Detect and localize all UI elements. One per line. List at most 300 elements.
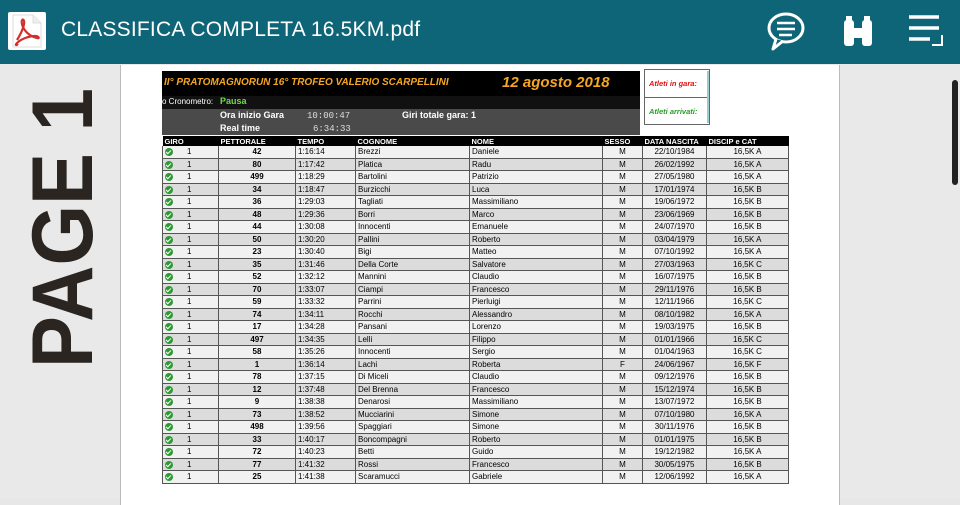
table-cell: 16,5K C bbox=[707, 346, 789, 359]
table-cell: 74 bbox=[219, 308, 296, 321]
total-laps-label: Giri totale gara: bbox=[402, 110, 469, 120]
table-cell bbox=[163, 308, 219, 321]
table-row bbox=[163, 271, 789, 284]
table-cell: Emanuele bbox=[470, 221, 603, 234]
table-cell: Betti bbox=[356, 446, 470, 459]
lap-value: 1 bbox=[187, 259, 192, 269]
table-cell: Francesco bbox=[470, 383, 603, 396]
table-body bbox=[163, 146, 789, 483]
table-cell: F bbox=[603, 358, 643, 371]
check-icon bbox=[165, 173, 173, 181]
check-icon bbox=[165, 298, 173, 306]
table-cell bbox=[163, 196, 219, 209]
table-cell bbox=[163, 283, 219, 296]
table-cell: 27/03/1963 bbox=[643, 258, 707, 271]
athletes-arrived-label: Atleti arrivati: bbox=[649, 107, 698, 116]
table-cell bbox=[163, 346, 219, 359]
table-cell: 50 bbox=[219, 233, 296, 246]
table-cell: Innocenti bbox=[356, 346, 470, 359]
pdf-file-icon bbox=[8, 12, 46, 50]
check-icon bbox=[165, 361, 173, 369]
table-cell bbox=[163, 246, 219, 259]
table-cell: 16,5K A bbox=[707, 171, 789, 184]
check-icon bbox=[165, 223, 173, 231]
check-icon bbox=[165, 386, 173, 394]
table-cell: 29/11/1976 bbox=[643, 283, 707, 296]
table-cell: 1:37:15 bbox=[296, 371, 356, 384]
table-row bbox=[163, 233, 789, 246]
table-cell: 01/04/1963 bbox=[643, 346, 707, 359]
table-cell: M bbox=[603, 258, 643, 271]
table-cell: Roberto bbox=[470, 233, 603, 246]
table-row bbox=[163, 221, 789, 234]
race-info bbox=[162, 109, 640, 135]
table-cell: 1:16:14 bbox=[296, 146, 356, 158]
table-cell: M bbox=[603, 421, 643, 434]
table-cell: 36 bbox=[219, 196, 296, 209]
table-cell: 16,5K C bbox=[707, 296, 789, 309]
lap-value: 1 bbox=[187, 297, 192, 307]
table-row bbox=[163, 333, 789, 346]
table-cell bbox=[163, 371, 219, 384]
table-cell: Francesco bbox=[470, 458, 603, 471]
table-cell bbox=[163, 358, 219, 371]
table-cell: M bbox=[603, 296, 643, 309]
table-cell: Bigi bbox=[356, 246, 470, 259]
check-icon bbox=[165, 448, 173, 456]
table-cell: 44 bbox=[219, 221, 296, 234]
table-cell: M bbox=[603, 333, 643, 346]
table-cell: M bbox=[603, 408, 643, 421]
results-table bbox=[162, 136, 789, 484]
table-row bbox=[163, 371, 789, 384]
check-icon bbox=[165, 323, 173, 331]
table-cell: M bbox=[603, 171, 643, 184]
check-icon bbox=[165, 411, 173, 419]
check-icon bbox=[165, 286, 173, 294]
table-cell: 33 bbox=[219, 433, 296, 446]
lap-value: 1 bbox=[187, 409, 192, 419]
table-cell: M bbox=[603, 346, 643, 359]
table-cell: 17/01/1974 bbox=[643, 183, 707, 196]
table-cell: 23 bbox=[219, 246, 296, 259]
table-cell: M bbox=[603, 233, 643, 246]
table-cell: 16/07/1975 bbox=[643, 271, 707, 284]
check-icon bbox=[165, 186, 173, 194]
table-cell bbox=[163, 171, 219, 184]
table-cell: M bbox=[603, 371, 643, 384]
table-cell: Radu bbox=[470, 158, 603, 171]
table-row bbox=[163, 183, 789, 196]
table-cell: 16,5K B bbox=[707, 208, 789, 221]
start-time-label: Ora inizio Gara bbox=[220, 110, 285, 120]
table-cell: M bbox=[603, 471, 643, 484]
check-icon bbox=[165, 161, 173, 169]
table-row bbox=[163, 308, 789, 321]
table-cell: 26/02/1992 bbox=[643, 158, 707, 171]
page-label bbox=[12, 80, 102, 380]
table-cell: 30/11/1976 bbox=[643, 421, 707, 434]
lap-value: 1 bbox=[187, 434, 192, 444]
table-row bbox=[163, 408, 789, 421]
table-cell: M bbox=[603, 221, 643, 234]
table-cell: 1:32:12 bbox=[296, 271, 356, 284]
table-cell: Borri bbox=[356, 208, 470, 221]
check-icon bbox=[165, 436, 173, 444]
table-cell: 498 bbox=[219, 421, 296, 434]
event-date: 12 agosto 2018 bbox=[502, 74, 610, 91]
stopwatch-label: o Cronometro: bbox=[162, 97, 214, 106]
table-cell: 70 bbox=[219, 283, 296, 296]
table-cell: Claudio bbox=[470, 371, 603, 384]
table-cell: 80 bbox=[219, 158, 296, 171]
table-cell bbox=[163, 458, 219, 471]
table-cell: 1:29:36 bbox=[296, 208, 356, 221]
event-name: II° PRATOMAGNORUN 16° TROFEO VALERIO SCARPELLINI bbox=[164, 77, 449, 88]
table-cell: 12/06/1992 bbox=[643, 471, 707, 484]
divider bbox=[707, 71, 709, 123]
table-cell: 19/03/1975 bbox=[643, 321, 707, 334]
table-cell: 16,5K B bbox=[707, 221, 789, 234]
table-cell: 15/12/1974 bbox=[643, 383, 707, 396]
table-cell: 16,5K F bbox=[707, 358, 789, 371]
table-cell: 30/05/1975 bbox=[643, 458, 707, 471]
athletes-in-race-label: Atleti in gara: bbox=[649, 79, 697, 88]
table-cell: 08/10/1982 bbox=[643, 308, 707, 321]
table-cell: 16,5K A bbox=[707, 246, 789, 259]
table-cell: M bbox=[603, 246, 643, 259]
column-header: COGNOME bbox=[356, 136, 470, 146]
table-cell: M bbox=[603, 433, 643, 446]
check-icon bbox=[165, 336, 173, 344]
table-cell: 1:41:32 bbox=[296, 458, 356, 471]
lap-value: 1 bbox=[187, 359, 192, 369]
table-cell: Pansani bbox=[356, 321, 470, 334]
table-row bbox=[163, 346, 789, 359]
total-laps-value: 1 bbox=[471, 110, 477, 120]
table-cell: Salvatore bbox=[470, 258, 603, 271]
table-cell bbox=[163, 421, 219, 434]
table-cell bbox=[163, 296, 219, 309]
table-cell: Rossi bbox=[356, 458, 470, 471]
table-cell bbox=[163, 221, 219, 234]
table-cell: M bbox=[603, 458, 643, 471]
table-cell: 01/01/1966 bbox=[643, 333, 707, 346]
table-cell: M bbox=[603, 308, 643, 321]
table-cell: Filippo bbox=[470, 333, 603, 346]
table-cell: 1:33:07 bbox=[296, 283, 356, 296]
table-row bbox=[163, 171, 789, 184]
table-cell: 77 bbox=[219, 458, 296, 471]
table-cell: Patrizio bbox=[470, 171, 603, 184]
column-header: GIRO bbox=[163, 136, 219, 146]
lap-value: 1 bbox=[187, 447, 192, 457]
table-cell: 16,5K B bbox=[707, 196, 789, 209]
table-cell: Ciampi bbox=[356, 283, 470, 296]
table-cell: 25 bbox=[219, 471, 296, 484]
table-row bbox=[163, 208, 789, 221]
table-cell: 16,5K B bbox=[707, 421, 789, 434]
lap-value: 1 bbox=[187, 209, 192, 219]
real-time-label: Real time bbox=[220, 123, 261, 133]
table-cell: 16,5K B bbox=[707, 371, 789, 384]
table-cell: Daniele bbox=[470, 146, 603, 158]
lap-value: 1 bbox=[187, 147, 192, 157]
check-icon bbox=[165, 211, 173, 219]
table-cell: Lachi bbox=[356, 358, 470, 371]
check-icon bbox=[165, 348, 173, 356]
table-cell: Luca bbox=[470, 183, 603, 196]
table-row bbox=[163, 246, 789, 259]
table-cell: 78 bbox=[219, 371, 296, 384]
table-row bbox=[163, 158, 789, 171]
check-icon bbox=[165, 198, 173, 206]
table-cell bbox=[163, 383, 219, 396]
column-header: SESSO bbox=[603, 136, 643, 146]
table-cell: 01/01/1975 bbox=[643, 433, 707, 446]
check-icon bbox=[165, 423, 173, 431]
table-cell bbox=[163, 146, 219, 158]
table-cell: M bbox=[603, 271, 643, 284]
table-cell: M bbox=[603, 446, 643, 459]
check-icon bbox=[165, 373, 173, 381]
table-cell: 19/06/1972 bbox=[643, 196, 707, 209]
table-cell: 16,5K B bbox=[707, 458, 789, 471]
check-icon bbox=[165, 261, 173, 269]
table-cell: Simone bbox=[470, 421, 603, 434]
column-header: NOME bbox=[470, 136, 603, 146]
table-cell: 16,5K A bbox=[707, 233, 789, 246]
table-cell: Guido bbox=[470, 446, 603, 459]
lap-value: 1 bbox=[187, 184, 192, 194]
table-cell: Del Brenna bbox=[356, 383, 470, 396]
table-cell: Massimiliano bbox=[470, 396, 603, 409]
table-cell bbox=[163, 183, 219, 196]
check-icon bbox=[165, 273, 173, 281]
lap-value: 1 bbox=[187, 222, 192, 232]
table-cell: 16,5K A bbox=[707, 408, 789, 421]
table-cell: M bbox=[603, 208, 643, 221]
table-cell: Mannini bbox=[356, 271, 470, 284]
binoculars-icon[interactable] bbox=[838, 10, 878, 52]
lap-value: 1 bbox=[187, 322, 192, 332]
table-cell: 1:18:47 bbox=[296, 183, 356, 196]
table-cell bbox=[163, 433, 219, 446]
table-cell: 1:40:23 bbox=[296, 446, 356, 459]
lap-value: 1 bbox=[187, 459, 192, 469]
table-cell: 19/12/1982 bbox=[643, 446, 707, 459]
table-row bbox=[163, 471, 789, 484]
table-cell bbox=[163, 333, 219, 346]
table-cell: M bbox=[603, 383, 643, 396]
table-row bbox=[163, 283, 789, 296]
table-cell: 59 bbox=[219, 296, 296, 309]
table-cell: Boncompagni bbox=[356, 433, 470, 446]
table-cell: Bartolini bbox=[356, 171, 470, 184]
check-icon bbox=[165, 311, 173, 319]
start-time-value: 10:00:47 bbox=[307, 111, 351, 121]
table-cell: 52 bbox=[219, 271, 296, 284]
table-cell: 1:34:11 bbox=[296, 308, 356, 321]
table-cell: 16,5K A bbox=[707, 446, 789, 459]
table-cell: 16,5K B bbox=[707, 383, 789, 396]
table-cell bbox=[163, 233, 219, 246]
table-cell: Parrini bbox=[356, 296, 470, 309]
table-cell: 35 bbox=[219, 258, 296, 271]
table-cell: Sergio bbox=[470, 346, 603, 359]
table-cell: 24/07/1970 bbox=[643, 221, 707, 234]
table-row bbox=[163, 433, 789, 446]
lap-value: 1 bbox=[187, 197, 192, 207]
table-cell: Lorenzo bbox=[470, 321, 603, 334]
table-cell: Gabriele bbox=[470, 471, 603, 484]
table-cell: Matteo bbox=[470, 246, 603, 259]
table-cell: 1:38:52 bbox=[296, 408, 356, 421]
table-cell: 16,5K B bbox=[707, 433, 789, 446]
table-cell: Tagliati bbox=[356, 196, 470, 209]
table-cell: 16,5K B bbox=[707, 271, 789, 284]
check-icon bbox=[165, 398, 173, 406]
table-cell: 17 bbox=[219, 321, 296, 334]
table-cell: Pallini bbox=[356, 233, 470, 246]
athletes-in-race-box bbox=[644, 69, 710, 98]
table-cell: Scaramucci bbox=[356, 471, 470, 484]
table-cell: 16,5K A bbox=[707, 158, 789, 171]
table-cell: 1:30:40 bbox=[296, 246, 356, 259]
check-icon bbox=[165, 473, 173, 481]
lap-value: 1 bbox=[187, 347, 192, 357]
table-cell: 16,5K B bbox=[707, 183, 789, 196]
lap-value: 1 bbox=[187, 372, 192, 382]
scrollbar[interactable] bbox=[952, 80, 958, 185]
table-row bbox=[163, 383, 789, 396]
table-cell: 16,5K C bbox=[707, 333, 789, 346]
lap-value: 1 bbox=[187, 172, 192, 182]
table-cell bbox=[163, 208, 219, 221]
check-icon bbox=[165, 148, 173, 156]
real-time-value: 6:34:33 bbox=[313, 124, 351, 134]
check-icon bbox=[165, 248, 173, 256]
lap-value: 1 bbox=[187, 284, 192, 294]
table-cell: 1:40:17 bbox=[296, 433, 356, 446]
table-cell bbox=[163, 258, 219, 271]
table-cell: 497 bbox=[219, 333, 296, 346]
table-cell: 22/10/1984 bbox=[643, 146, 707, 158]
lap-value: 1 bbox=[187, 397, 192, 407]
event-header bbox=[162, 71, 640, 96]
lap-value: 1 bbox=[187, 234, 192, 244]
table-cell bbox=[163, 408, 219, 421]
table-cell: 1 bbox=[219, 358, 296, 371]
table-row bbox=[163, 258, 789, 271]
lap-value: 1 bbox=[187, 247, 192, 257]
table-cell: Platica bbox=[356, 158, 470, 171]
table-cell: 1:34:35 bbox=[296, 333, 356, 346]
table-cell bbox=[163, 158, 219, 171]
table-cell: 23/06/1969 bbox=[643, 208, 707, 221]
app-bar bbox=[0, 0, 960, 64]
column-header: PETTORALE bbox=[219, 136, 296, 146]
column-header: DATA NASCITA bbox=[643, 136, 707, 146]
table-cell bbox=[163, 321, 219, 334]
table-cell: 1:29:03 bbox=[296, 196, 356, 209]
table-cell: M bbox=[603, 158, 643, 171]
table-cell: 1:31:46 bbox=[296, 258, 356, 271]
athletes-arrived-box bbox=[644, 97, 710, 125]
table-cell bbox=[163, 271, 219, 284]
table-cell: Roberta bbox=[470, 358, 603, 371]
table-cell: M bbox=[603, 283, 643, 296]
table-cell: Della Corte bbox=[356, 258, 470, 271]
table-cell bbox=[163, 396, 219, 409]
table-cell: 1:33:32 bbox=[296, 296, 356, 309]
stopwatch-status: Pausa bbox=[220, 96, 247, 106]
column-header: DISCIP e CAT bbox=[707, 136, 789, 146]
table-cell: 16,5K A bbox=[707, 146, 789, 158]
table-row bbox=[163, 296, 789, 309]
table-cell: 03/04/1979 bbox=[643, 233, 707, 246]
table-row bbox=[163, 446, 789, 459]
table-cell: 1:34:28 bbox=[296, 321, 356, 334]
table-row bbox=[163, 358, 789, 371]
check-icon bbox=[165, 461, 173, 469]
table-cell: 58 bbox=[219, 346, 296, 359]
table-row bbox=[163, 458, 789, 471]
table-cell: 09/12/1976 bbox=[643, 371, 707, 384]
table-cell: Pierluigi bbox=[470, 296, 603, 309]
table-cell: 1:30:20 bbox=[296, 233, 356, 246]
table-cell: 07/10/1992 bbox=[643, 246, 707, 259]
table-cell: Francesco bbox=[470, 283, 603, 296]
table-row bbox=[163, 196, 789, 209]
table-cell: 16,5K C bbox=[707, 258, 789, 271]
table-cell: 27/05/1980 bbox=[643, 171, 707, 184]
table-cell: 42 bbox=[219, 146, 296, 158]
comment-icon[interactable] bbox=[766, 10, 806, 52]
table-cell: 1:37:48 bbox=[296, 383, 356, 396]
table-cell: 16,5K B bbox=[707, 283, 789, 296]
table-cell: 16,5K B bbox=[707, 321, 789, 334]
table-cell: Lelli bbox=[356, 333, 470, 346]
lap-value: 1 bbox=[187, 472, 192, 482]
table-cell: 16,5K B bbox=[707, 396, 789, 409]
table-cell: M bbox=[603, 183, 643, 196]
table-cell: Claudio bbox=[470, 271, 603, 284]
table-cell: Rocchi bbox=[356, 308, 470, 321]
table-cell: 12 bbox=[219, 383, 296, 396]
table-cell: 73 bbox=[219, 408, 296, 421]
table-row bbox=[163, 146, 789, 158]
lap-value: 1 bbox=[187, 309, 192, 319]
lap-value: 1 bbox=[187, 334, 192, 344]
table-cell: 1:18:29 bbox=[296, 171, 356, 184]
lap-value: 1 bbox=[187, 384, 192, 394]
table-cell: 1:35:26 bbox=[296, 346, 356, 359]
table-cell: 1:36:14 bbox=[296, 358, 356, 371]
table-cell: M bbox=[603, 196, 643, 209]
menu-icon[interactable] bbox=[906, 10, 946, 52]
table-cell: 1:30:08 bbox=[296, 221, 356, 234]
check-icon bbox=[165, 236, 173, 244]
table-cell: 1:38:38 bbox=[296, 396, 356, 409]
table-header bbox=[163, 136, 789, 146]
table-cell: Di Miceli bbox=[356, 371, 470, 384]
table-cell: 1:41:38 bbox=[296, 471, 356, 484]
table-cell: Burzicchi bbox=[356, 183, 470, 196]
table-cell: Roberto bbox=[470, 433, 603, 446]
table-cell: Denarosi bbox=[356, 396, 470, 409]
lap-value: 1 bbox=[187, 159, 192, 169]
